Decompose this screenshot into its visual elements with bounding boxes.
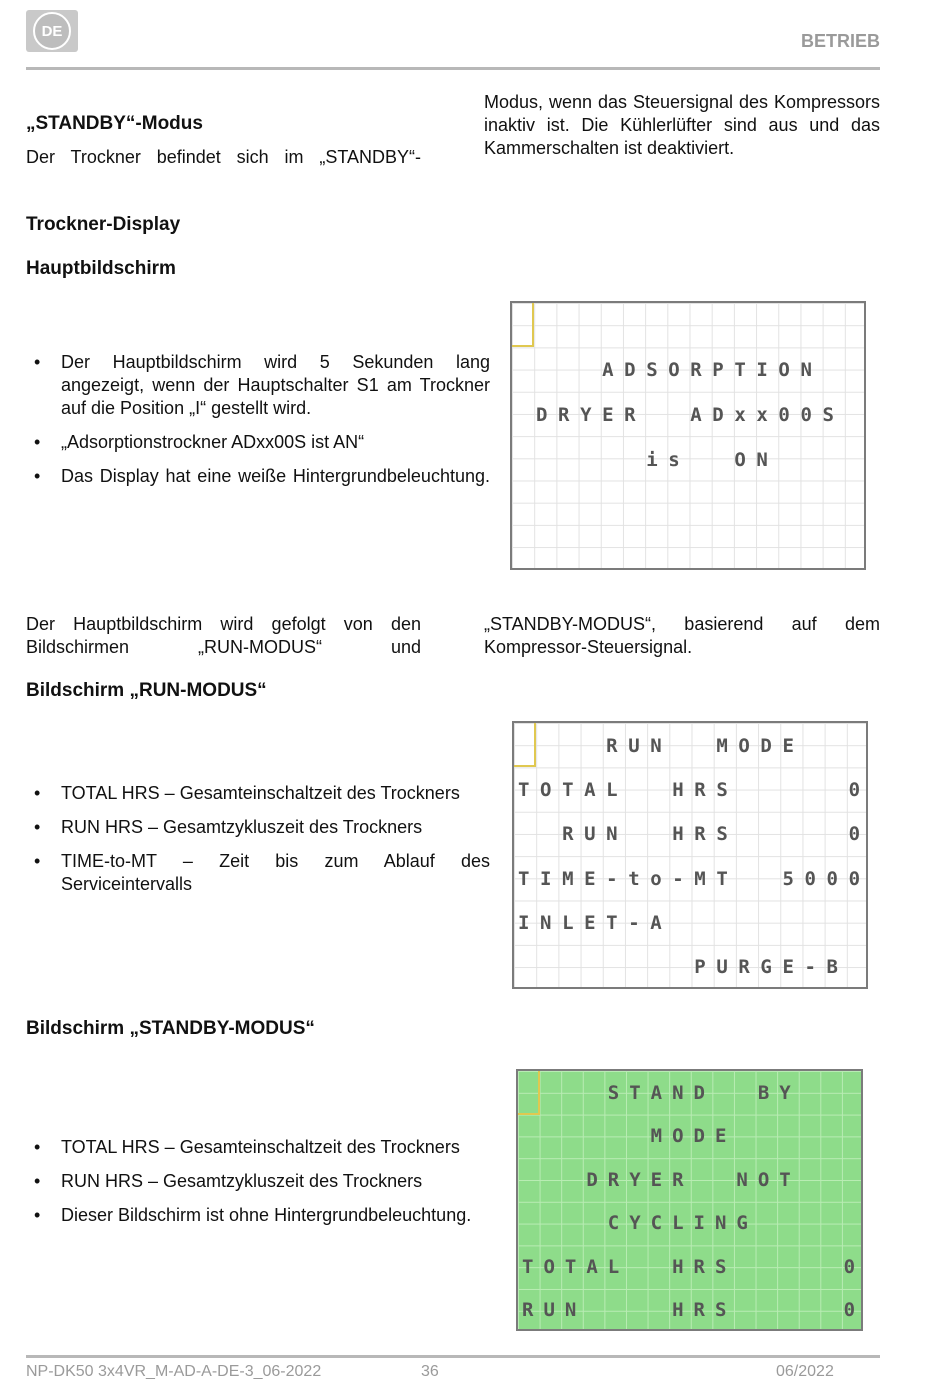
followup-text-left: Der Hauptbildschirm wird gefolgt von den Bildschirmen „RUN-MODUS“ und <box>26 614 421 657</box>
list-item: • Dieser Bildschirm ist ohne Hintergrundbeleuchtung. <box>26 1204 496 1227</box>
standby-text-right: Modus, wenn das Steuersignal des Kompressors inaktiv ist. Die Kühlerlüfter sind aus und das Kammerschalten ist deaktiviert. <box>484 92 880 158</box>
display-line: INLET-A <box>518 912 673 934</box>
list-item: • Das Display hat eine weiße Hintergrundbeleuchtung. <box>26 465 490 488</box>
standby-mode-bullets <box>26 1136 496 1238</box>
display-line: is ON <box>536 449 779 471</box>
main-screen-display <box>510 301 866 570</box>
followup-text-right: „STANDBY-MODUS“, basierend auf dem Kompressor-Steuersignal. <box>484 614 880 657</box>
standby-text-left: Der Trockner befindet sich im „STANDBY“- <box>26 147 421 167</box>
display-line: CYCLING <box>522 1212 758 1234</box>
list-item: • TIME-to-MT – Zeit bis zum Ablauf des Serviceintervalls <box>26 850 490 896</box>
display-line: DRYER NOT <box>522 1169 801 1191</box>
list-item: • „Adsorptionstrockner ADxx00S ist AN“ <box>26 431 490 454</box>
display-line: RUN MODE <box>518 735 805 757</box>
display-line: TIME-to-MT 5000 <box>518 868 871 890</box>
list-item: • Der Hauptbildschirm wird 5 Sekunden lang angezeigt, wenn der Hauptschalter S1 am Trockner auf die Position „I“ gestellt wird. <box>26 351 490 420</box>
standby-heading: „STANDBY“-Modus <box>26 113 203 134</box>
standby-mode-display <box>516 1069 866 1331</box>
list-item: • TOTAL HRS – Gesamteinschaltzeit des Trockners <box>26 1136 496 1159</box>
run-mode-heading: Bildschirm „RUN-MODUS“ <box>26 680 267 701</box>
display-line: STAND BY <box>522 1082 801 1104</box>
list-item: • RUN HRS – Gesamtzykluszeit des Trockners <box>26 1170 496 1193</box>
standby-mode-heading: Bildschirm „STANDBY-MODUS“ <box>26 1018 315 1039</box>
run-mode-display <box>512 721 871 989</box>
display-line: RUN HRS 0 <box>518 823 871 845</box>
language-logo <box>26 10 78 52</box>
display-line: TOTAL HRS 0 <box>522 1256 866 1278</box>
header-divider <box>26 67 880 70</box>
display-line: DRYER ADxx00S <box>536 404 845 426</box>
footer-divider <box>26 1355 880 1358</box>
section-title: BETRIEB <box>800 31 880 51</box>
list-item: • TOTAL HRS – Gesamteinschaltzeit des Trockners <box>26 782 490 805</box>
display-line: TOTAL HRS 0 <box>518 779 871 801</box>
main-screen-bullets <box>26 351 490 499</box>
run-mode-bullets <box>26 782 490 907</box>
footer-doc-id: NP-DK50 3x4VR_M-AD-A-DE-3_06-2022 <box>26 1363 322 1380</box>
display-line: ADSORPTION <box>536 359 823 381</box>
display-line: PURGE-B <box>518 956 849 978</box>
display-line: MODE <box>522 1125 737 1147</box>
display-heading: Trockner-Display <box>26 214 181 235</box>
footer-date: 06/2022 <box>776 1363 834 1380</box>
list-item: • RUN HRS – Gesamtzykluszeit des Trockners <box>26 816 490 839</box>
display-line: RUN HRS 0 <box>522 1299 866 1321</box>
display-corner-marker <box>512 303 534 347</box>
page-number: 36 <box>421 1363 439 1380</box>
main-screen-heading: Hauptbildschirm <box>26 258 176 279</box>
language-badge: DE <box>33 12 71 50</box>
